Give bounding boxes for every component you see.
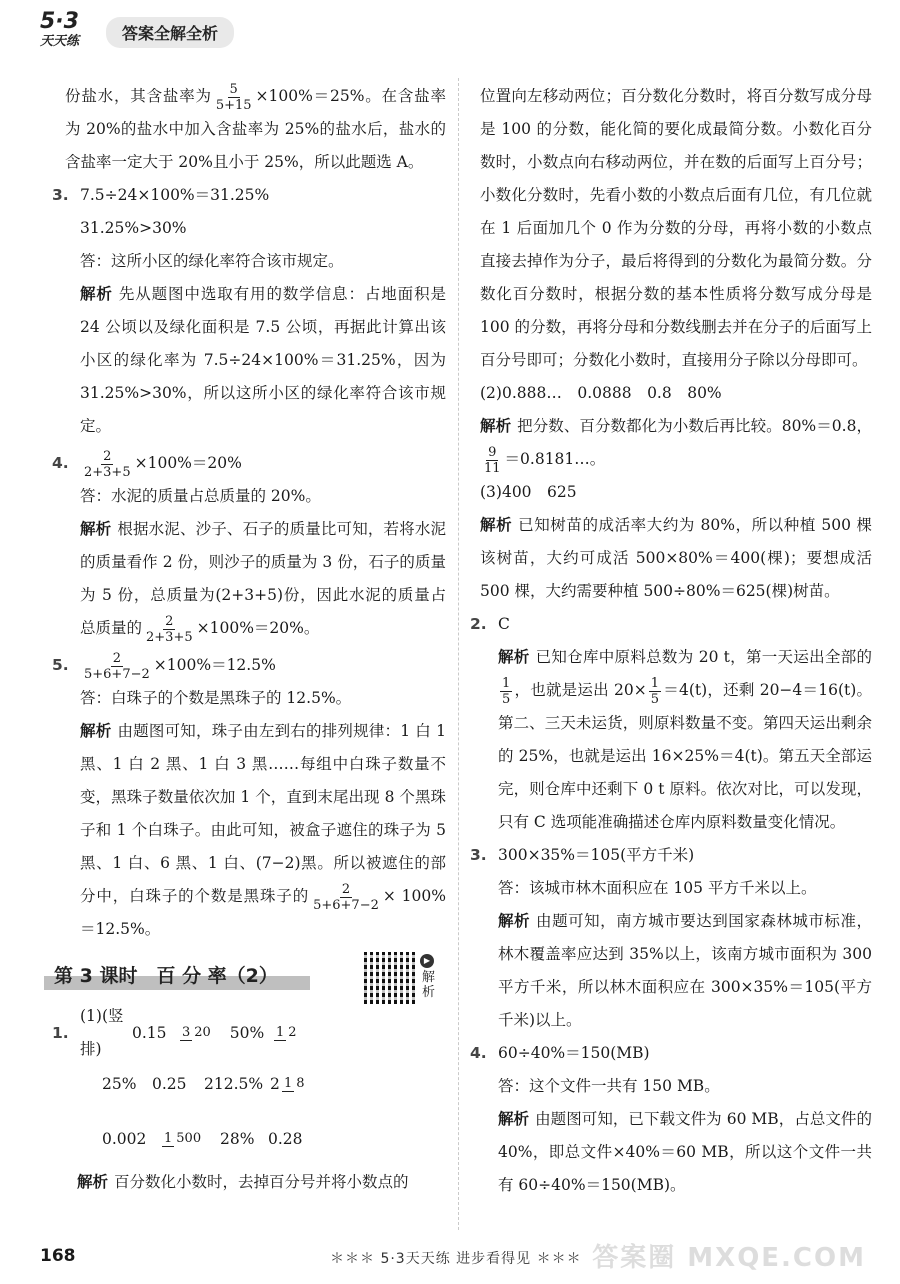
footer-slogan: ＊＊＊ 5·3天天练 进步看得见 ＊＊＊ bbox=[330, 1251, 582, 1267]
watermark: 答案圈 MXQE.COM bbox=[592, 1243, 866, 1273]
analysis: 解析 把分数、百分数都化为小数后再比较。80%＝0.8， $\frac{9}{11}$ ＝0.8181…。 bbox=[480, 417, 872, 476]
question-3-right: 3. 300×35%＝105(平方千米) 答：该城市林木面积应在 105 平方千米以上。 解析 由题可知，南方城市要达到国家森林城市标准，林木覆盖率应达到 35%以上，该南方城市面积为 300 平方千米，所以林木面积应在 300×35%＝105(平方千米)以上。 bbox=[470, 839, 872, 1037]
section-title: 第 3 课时 百 分 率（2） bbox=[54, 965, 278, 987]
answer: 答：这所小区的绿化率符合该市规定。 bbox=[80, 252, 344, 270]
left-column bbox=[52, 80, 446, 1199]
qr-label: 解析 bbox=[422, 970, 436, 1000]
paragraph: 份盐水，其含盐率为 $\frac{5}{5+15}$ ×100%＝25%。在含盐率为 20%的盐水中加入含盐率为 25%的盐水后，盐水的含盐率一定大于 20%且小于 25%，所以此题选 A。 bbox=[65, 81, 446, 171]
answer: 答：这个文件一共有 150 MB。 bbox=[498, 1077, 720, 1095]
answer: 答：水泥的质量占总质量的 20%。 bbox=[80, 487, 321, 505]
answer: (3)400 625 bbox=[480, 483, 577, 501]
analysis: 解析 由题图可知，已下载文件为 60 MB，占总文件的 40%，即总文件×40%＝60 MB，所以这个文件一共有 60÷40%＝150(MB)。 bbox=[498, 1110, 872, 1194]
page-number: 168 bbox=[40, 1246, 76, 1266]
question-4: 4. $\frac{2}{2+3+5}$ ×100%＝20% 答：水泥的质量占总质量的 20%。 解析 根据水泥、沙子、石子的质量比可知，若将水泥的质量看作 2 份，则沙子的质量为 3 份，石子的质量为 5 份，总质量为(2+3+5)份，因此水泥的质量占总质量的 $\frac{2}{2+3+5}$ ×100%＝20%。 bbox=[52, 448, 446, 645]
question-1: 1. (1)(竖排) 0.15 3 20 50% 1 2 25% 0.25 212.5% 2 1 8 0.002 1 500 28% 0.28 bbox=[52, 1007, 305, 1148]
question-5: 5. $\frac{2}{5+6+7-2}$ ×100%＝12.5% 答：白珠子的个数是黑珠子的 12.5%。 解析 由题图可知，珠子由左到右的排列规律：1 白 1 黑、1 白 2 黑、1 白 3 黑……每组中白珠子数量不变，黑珠子数量依次加 1 个，直到末尾出现 8 个黑珠子和 1 个白珠子。由此可知，被盒子遮住的珠子为 5 黑、1 白、6 黑、1 白、(7−2)黑。所以被遮住的部分中，白珠子的个数是黑珠子的 $\frac{2}{5+6+7-2}$ × 100%＝12.5%。 bbox=[52, 649, 446, 946]
analysis: 解析 先从题图中选取有用的数学信息：占地面积是 24 公顷以及绿化面积是 7.5 公顷，再据此计算出该小区的绿化率为 7.5÷24×100%＝31.25%，因为 31.25%>30%，所以这所小区的绿化率符合该市规定。 bbox=[80, 285, 446, 435]
analysis: 解析 已知仓库中原料总数为 20 t，第一天运出全部的 $\frac{1}{5}$ ，也就是运出 20× $\frac{1}{5}$ ＝4(t)，还剩 20−4＝16(t)。第二、三天未运货，则原料数量不变。第四天运出剩余的 25%，也就是运出 16×25%＝4(t)。第五天全部运完，则仓库中还剩下 0 t 原料。依次对比，可以发现，只有 C 选项能准确描述仓库内原料数量变化情况。 bbox=[498, 648, 873, 831]
answer: 答：该城市林木面积应在 105 平方千米以上。 bbox=[498, 879, 817, 897]
play-icon[interactable]: ▶ bbox=[420, 954, 434, 968]
question-3: 3. 7.5÷24×100%＝31.25% 31.25%>30% 答：这所小区的绿化率符合该市规定。 解析 先从题图中选取有用的数学信息：占地面积是 24 公顷以及绿化面积是 7.5 公顷，再据此计算出该小区的绿化率为 7.5÷24×100%＝31.25%，因为 31.25%>30%，所以这所小区的绿化率符合该市规定。 bbox=[52, 179, 446, 443]
analysis: 解析 根据水泥、沙子、石子的质量比可知，若将水泥的质量看作 2 份，则沙子的质量为 3 份，石子的质量为 5 份，总质量为(2+3+5)份，因此水泥的质量占总质量的 $\frac{2}{2+3+5}$ ×100%＝20%。 bbox=[80, 520, 446, 645]
fraction: $\frac{5}{5+15}$ bbox=[215, 81, 252, 113]
column-divider bbox=[458, 78, 459, 1230]
answer: (2)0.888… 0.0888 0.8 80% bbox=[480, 384, 722, 402]
question-2: 2. C 解析 已知仓库中原料总数为 20 t，第一天运出全部的 $\frac{1}{5}$ ，也就是运出 20× $\frac{1}{5}$ ＝4(t)，还剩 20−4＝16(t)。第二、三天未运货，则原料数量不变。第四天运出剩余的 25%，也就是运出 16×25%＝4(t)。第五天全部运完，则仓库中还剩下 0 t 原料。依次对比，可以发现，只有 C 选项能准确描述仓库内原料数量变化情况。 bbox=[470, 608, 872, 839]
brand-logo: 5·3 天天练 bbox=[40, 9, 80, 49]
paragraph: 位置向左移动两位；百分数化分数时，将百分数写成分母是 100 的分数，能化简的要化成最简分数。小数化百分数时，小数点向右移动两位，并在数的后面写上百分号；小数化分数时，先看小数的小数点后面有几位，有几位就在 1 后面加几个 0 作为分数的分母，再将小数的小数点直接去掉作为分子，最后将得到的分数化为最简分数。分数化百分数时，根据分数的基本性质将分数写成分母是 100 的分数，再将分母和分数线删去并在分子的后面写上百分号即可；分数化小数时，直接用分子除以分母即可。 bbox=[480, 87, 872, 369]
page-header bbox=[40, 9, 234, 50]
question-4-right: 4. 60÷40%＝150(MB) 答：这个文件一共有 150 MB。 解析 由题图可知，已下载文件为 60 MB，占总文件的 40%，即总文件×40%＝60 MB，所以这个文件一共有 60÷40%＝150(MB)。 bbox=[470, 1037, 872, 1202]
section-heading bbox=[44, 956, 446, 1000]
analysis: 解析 由题图可知，珠子由左到右的排列规律：1 白 1 黑、1 白 2 黑、1 白 3 黑……每组中白珠子数量不变，黑珠子数量依次加 1 个，直到末尾出现 8 个黑珠子和 1 个白珠子。由此可知，被盒子遮住的珠子为 5 黑、1 白、6 黑、1 白、(7−2)黑。所以被遮住的部分中，白珠子的个数是黑珠子的 $\frac{2}{5+6+7-2}$ × 100%＝12.5%。 bbox=[80, 722, 446, 938]
header-title: 答案全解全析 bbox=[106, 17, 234, 48]
right-column bbox=[470, 80, 873, 1202]
analysis: 解析 已知树苗的成活率大约为 80%，所以种植 500 棵该树苗，大约可成活 500×80%＝400(棵)；要想成活 500 棵，大约需要种植 500÷80%＝625(棵)树苗。 bbox=[480, 516, 872, 600]
analysis: 解析 由题可知，南方城市要达到国家森林城市标准，林木覆盖率应达到 35%以上，该南方城市面积为 300 平方千米，所以林木面积应在 300×35%＝105(平方千米)以上。 bbox=[498, 912, 872, 1029]
analysis: 解析 百分数化小数时，去掉百分号并将小数点的 bbox=[77, 1173, 409, 1191]
answer: 答：白珠子的个数是黑珠子的 12.5%。 bbox=[80, 689, 352, 707]
